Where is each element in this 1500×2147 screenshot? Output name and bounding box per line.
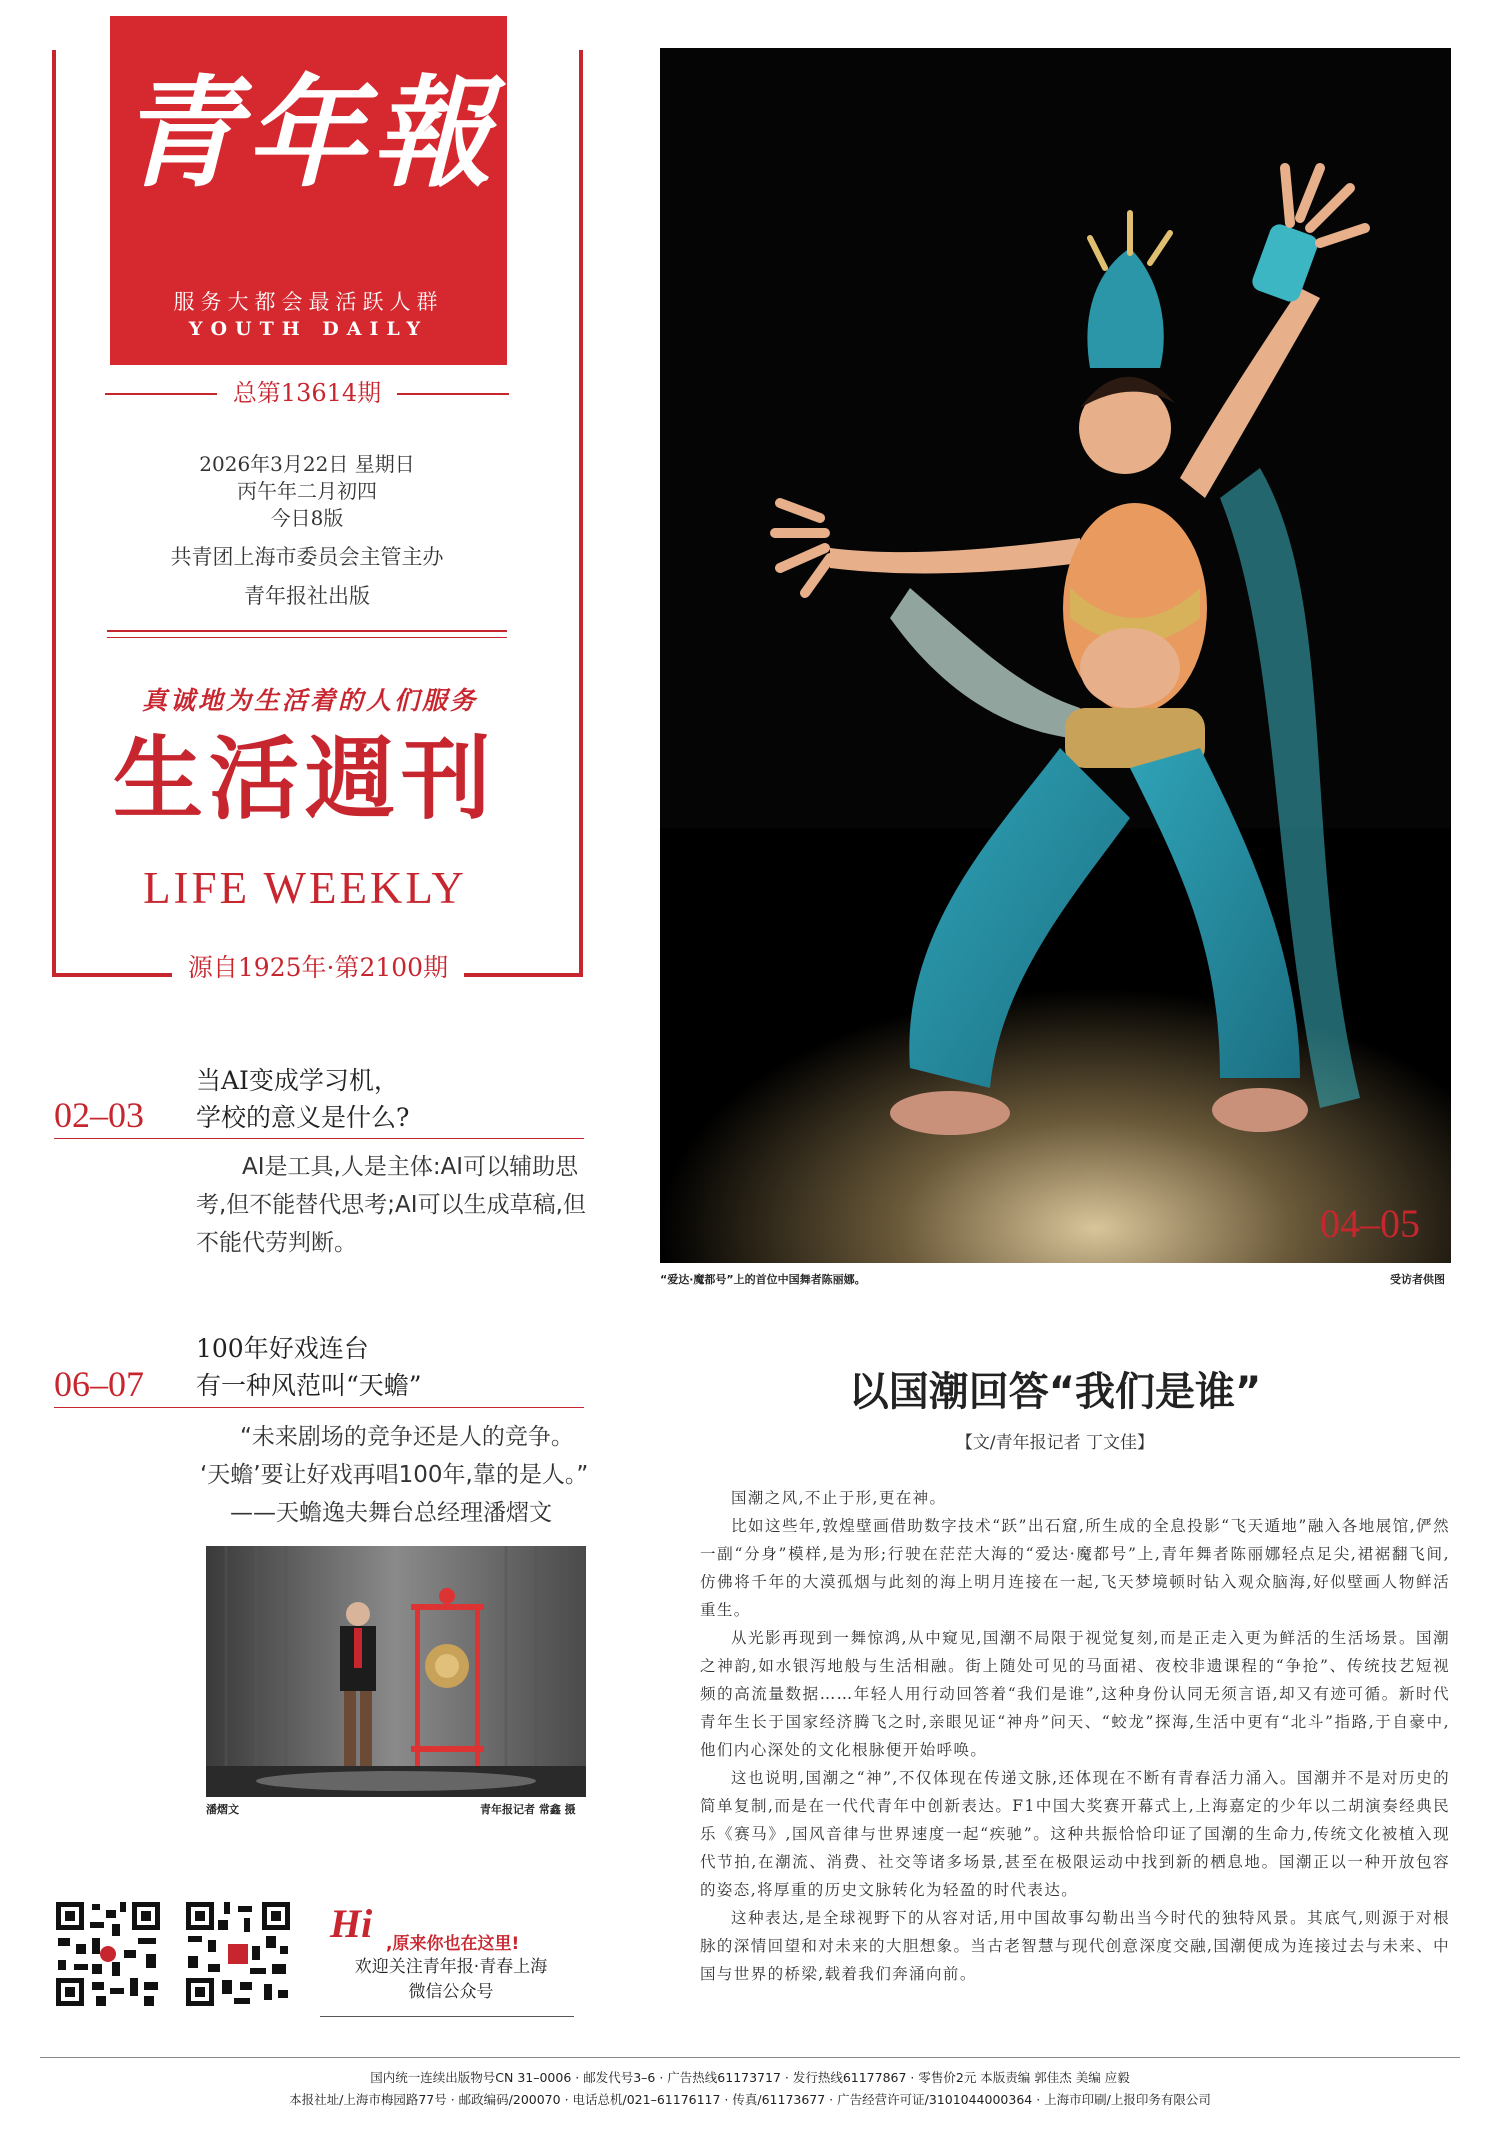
article-paragraph: 国潮之风,不止于形,更在神。	[731, 1489, 947, 1507]
lunar-date: 丙午年二月初四	[237, 479, 377, 503]
article-paragraph: 这种表达,是全球视野下的从容对话,用中国故事勾勒出当今时代的独特风景。其底气,则源于对根脉的深情回望和对未来的大胆想象。当古老智慧与现代创意深度交融,国潮便成为连接过去与未来、中国与世界的桥梁,载着我们奔涌向前。	[700, 1909, 1450, 1983]
teaser-quote: “未来剧场的竞争还是人的竞争。	[240, 1424, 574, 1450]
article-paragraph: 比如这些年,敦煌壁画借助数字技术“跃”出石窟,所生成的全息投影“飞天遁地”融入各地展馆,俨然一副“分身”模样,是为形;行驶在茫茫大海的“爱达·魔都号”上,青年舞者陈丽娜轻点足尖,裙裾翻飞间,仿佛将千年的大漠孤烟与此刻的海上明月连接在一起,飞天梦境顿时钻入观众脑海,好似壁画人物鲜活重生。	[700, 1517, 1450, 1619]
issue-number: 总第13614期	[217, 376, 397, 410]
article-byline: 【文/青年报记者 丁文佳】	[955, 1433, 1155, 1453]
footer-rule	[40, 2057, 1460, 2058]
weekly-title-english: LIFE WEEKLY	[143, 863, 467, 913]
qr-code[interactable]	[52, 1898, 164, 2010]
article-title[interactable]: 以国潮回答“我们是谁”	[848, 1369, 1262, 1415]
teaser-title[interactable]: 当AI变成学习机，	[196, 1066, 399, 1095]
photo-page-range: 04–05	[1320, 1201, 1420, 1246]
promo-follow-line: 微信公众号	[408, 1982, 494, 2002]
weekly-motto: 真诚地为生活着的人们服务	[141, 686, 478, 715]
weekly-title: 生活週刊	[113, 727, 497, 832]
interview-photo	[206, 1546, 586, 1797]
photo-credit: 受访者供图	[1390, 1273, 1445, 1286]
issue-row	[105, 376, 509, 412]
teaser-title[interactable]: 有一种风范叫“天蟾”	[196, 1371, 422, 1400]
promo-hi: Hi	[330, 1901, 373, 1946]
footer-address: 本报社址/上海市梅园路77号 · 邮政编码/200070 · 电话总机/021–61176117 · 传真/61173677 · 广告经营许可证/3101044000364 · 上海市印刷/上报印务有限公司	[289, 2092, 1211, 2107]
newspaper-logo: 青年報	[119, 63, 498, 204]
since-row	[42, 950, 594, 988]
sponsor: 共青团上海市委员会主管主办	[170, 545, 444, 569]
teaser-quote-attribution: ——天蟾逸夫舞台总经理潘熠文	[230, 1500, 552, 1526]
main-photo	[660, 48, 1451, 1263]
photo-credit: 青年报记者 常鑫 摄	[480, 1803, 576, 1816]
issue-date: 2026年3月22日 星期日	[199, 452, 415, 476]
promo-line: ,原来你也在这里!	[386, 1934, 520, 1954]
page-count: 今日8版	[270, 506, 344, 530]
teaser-title[interactable]: 学校的意义是什么?	[196, 1103, 410, 1132]
teaser-pages: 02–03	[54, 1095, 144, 1135]
publisher: 青年报社出版	[244, 584, 370, 608]
divider	[107, 630, 507, 632]
masthead-english: YOUTH DAILY	[188, 318, 429, 340]
teaser-pages: 06–07	[54, 1364, 144, 1404]
masthead-slogan: 服务大都会最活跃人群	[173, 290, 444, 314]
footer-info: 国内统一连续出版物号CN 31–0006 · 邮发代号3–6 · 广告热线61173717 · 发行热线61177867 · 零售价2元 本版责编 郭佳杰 美编 应毅	[370, 2070, 1130, 2085]
teaser-summary: AI是工具,人是主体:AI可以辅助思考,但不能替代思考;AI可以生成草稿,但不能代劳判断。	[196, 1154, 586, 1256]
divider	[320, 2016, 574, 2017]
qr-code[interactable]	[182, 1898, 294, 2010]
promo-follow-line: 欢迎关注青年报·青春上海	[354, 1957, 548, 1977]
teaser-quote: ‘天蟾’要让好戏再唱100年,靠的是人。”	[200, 1462, 589, 1488]
weekly-since: 源自1925年·第2100期	[172, 950, 464, 986]
photo-caption: 潘熠文	[206, 1803, 239, 1816]
divider	[107, 637, 507, 638]
teaser-title[interactable]: 100年好戏连台	[196, 1334, 369, 1363]
article-body	[700, 1484, 1450, 1988]
article-paragraph: 从光影再现到一舞惊鸿,从中窥见,国潮不局限于视觉复刻,而是正走入更为鲜活的生活场景。国潮之神韵,如水银泻地般与生活相融。街上随处可见的马面裙、夜校非遗课程的“争抢”、传统技艺短视频的高流量数据……年轻人用行动回答着“我们是谁”,这种身份认同无须言语,却又有迹可循。新时代青年生长于国家经济腾飞之时,亲眼见证“神舟”问天、“蛟龙”探海,生活中更有“北斗”指路,于自豪中,他们内心深处的文化根脉便开始呼唤。	[700, 1629, 1450, 1759]
teaser-rule	[54, 1407, 584, 1408]
teaser-rule	[54, 1138, 584, 1139]
promo-follow	[320, 1955, 582, 2005]
article-paragraph: 这也说明,国潮之“神”,不仅体现在传递文脉,还体现在不断有青春活力涌入。国潮并不是对历史的简单复制,而是在一代代青年中创新表达。F1中国大奖赛开幕式上,上海嘉定的少年以二胡演奏经典民乐《赛马》,国风音律与世界速度一起“疾驰”。这种共振恰恰印证了国潮的生命力,传统文化被植入现代节拍,在潮流、消费、社交等诸多场景,甚至在极限运动中找到新的栖息地。国潮正以一种开放包容的姿态,将厚重的历史文脉转化为轻盈的时代表达。	[700, 1769, 1450, 1899]
masthead-logo-block	[110, 16, 507, 365]
photo-caption: “爱达·魔都号”上的首位中国舞者陈丽娜。	[660, 1273, 866, 1286]
